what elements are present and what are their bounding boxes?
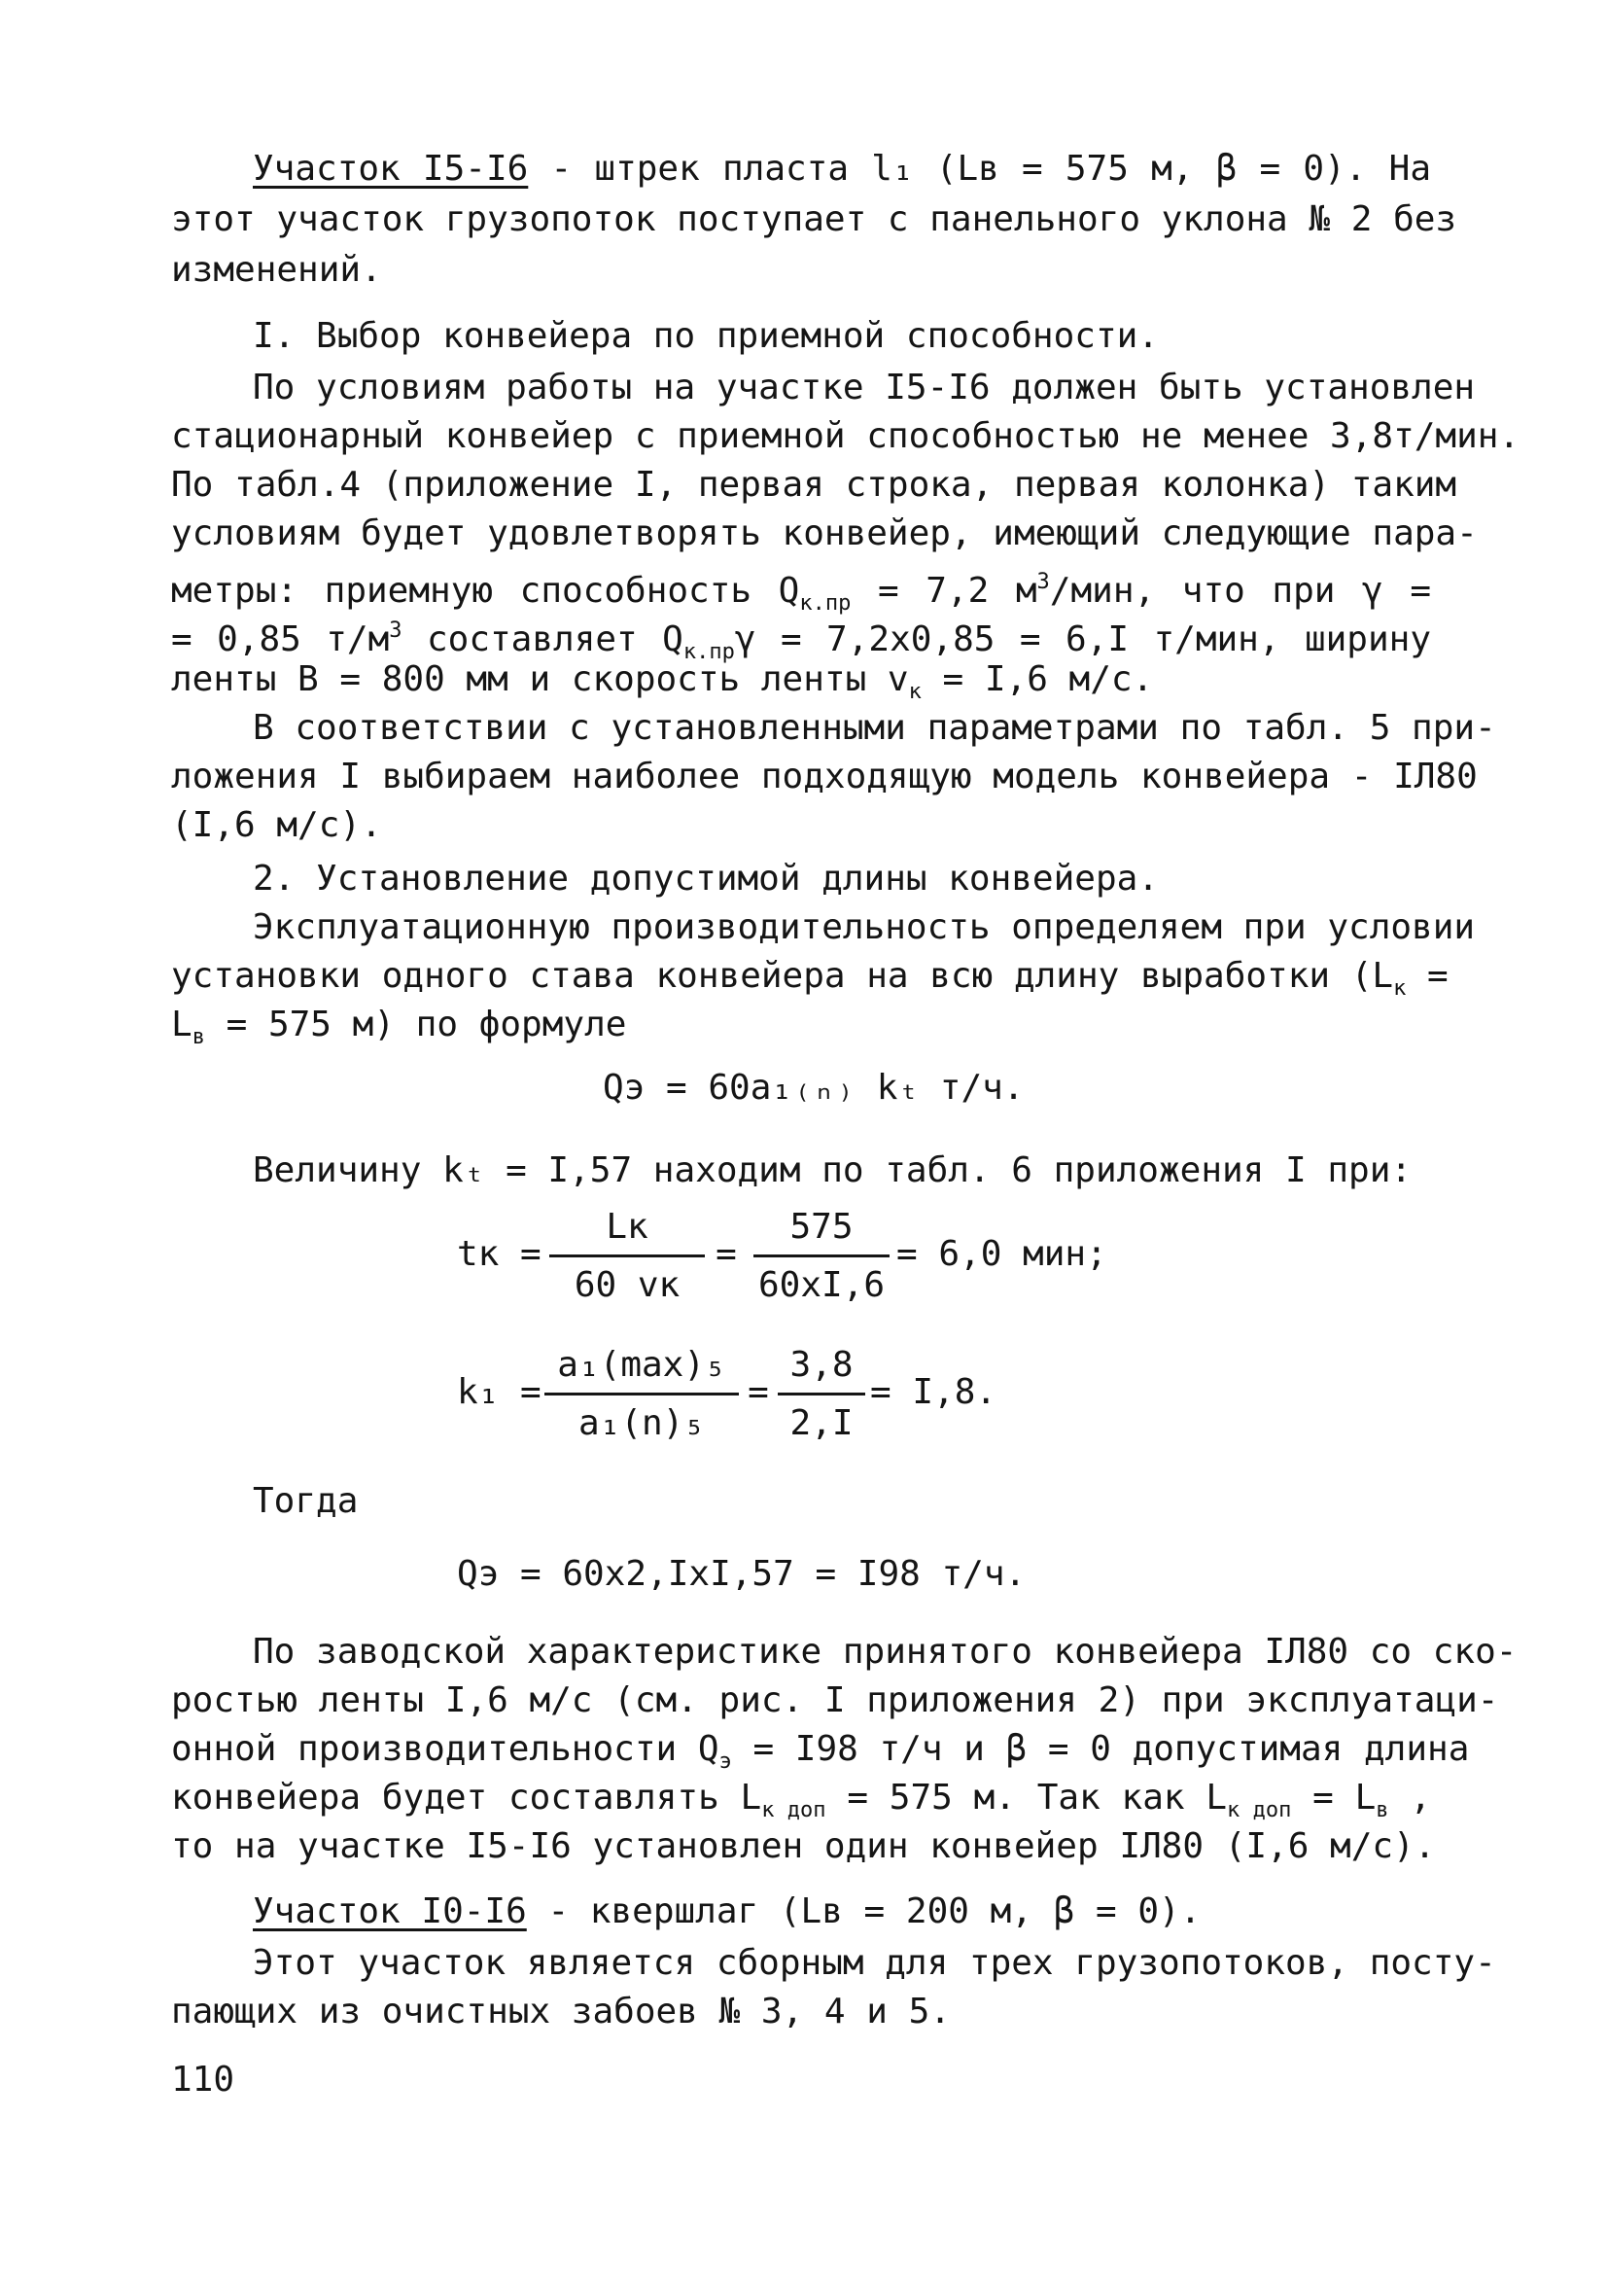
formula-k1-fraction-bar-1 — [544, 1393, 739, 1395]
step-1-heading: I. Выбор конвейера по приемной способности. — [253, 316, 1159, 356]
step-1-para-1-line-6: = 0,85 $т/м^3$ составляет $Q_{к.пр}\gamma = 7,2х0,85 = 6,I$ т/мин, ширину — [171, 618, 1432, 664]
formula-k1-fraction-bar-2 — [778, 1393, 865, 1395]
step-2-para-1-line-3: $L_в = 575$ м) по формуле — [171, 1005, 627, 1049]
step-1-para-1-line-1: По условиям работы на участке I5-I6 должен быть установлен — [253, 368, 1476, 407]
formula-tk-fraction-bar-1 — [549, 1254, 705, 1257]
step-2-heading: 2. Установление допустимой длины конвейера. — [253, 859, 1159, 899]
formula-q-e: Qэ = 60a₁₍ₙ₎ kₜ т/ч. — [603, 1068, 1025, 1108]
formula-tk-fraction-bar-2 — [753, 1254, 890, 1257]
formula-k1-denominator-2: 2,I — [789, 1403, 854, 1443]
step-1-para-1-line-4: условиям будет удовлетворять конвейер, имеющий следующие пара- — [171, 513, 1478, 553]
section-10-16-line-3: пающих из очистных забоев № 3, 4 и 5. — [171, 1992, 951, 2031]
step-1-para-1-line-7: ленты B = 800 мм и скорость ленты $v_к = I,6$ м/с. — [171, 659, 1154, 704]
step-2-para-2-line-1: По заводской характеристике принятого конвейера IЛ80 со ско- — [253, 1632, 1518, 1672]
step-1-para-1-line-3: По табл.4 (приложение I, первая строка, первая колонка) таким — [171, 465, 1457, 505]
step-2-para-1-line-1: Эксплуатационную производительность определяем при условии — [253, 907, 1476, 947]
step-2-para-1-line-2: установки одного става конвейера на всю длину выработки ($L_к$ = — [171, 956, 1449, 1001]
section-15-16-title: Участок I5-I6 — [253, 149, 529, 189]
formula-k1-denominator-1: a₁(n)₅ — [577, 1403, 706, 1443]
section-15-16-line-3: изменений. — [171, 250, 382, 290]
step-1-para-2-line-2: ложения I выбираем наиболее подходящую модель конвейера - IЛ80 — [171, 757, 1478, 796]
formula-k1-numerator-1: a₁(max)₅ — [557, 1345, 726, 1385]
section-15-16-line-2: этот участок грузопоток поступает с панельного уклона № 2 без — [171, 199, 1457, 239]
section-15-16-line-1: Участок I5-I6 - штрек пласта l₁ (Lв = 575 м, β = 0). На — [253, 149, 1431, 189]
formula-tk-lhs: tк = — [457, 1234, 541, 1274]
step-1-para-2-line-3: (I,6 м/с). — [171, 805, 382, 845]
step-2-para-2-line-2: ростью ленты I,6 м/с (см. рис. I приложения 2) при эксплуатаци- — [171, 1680, 1499, 1720]
step-2-para-2-line-4: конвейера будет составлять $L_{к доп} = 575$ м. Так как $L_{к доп} = L_в$ , — [171, 1778, 1431, 1822]
formula-tk-denominator-1: 60 vк — [574, 1265, 681, 1305]
page-number: 110 — [171, 2060, 235, 2100]
formula-tk-result: = 6,0 мин; — [896, 1234, 1107, 1274]
formula-tk-numerator-1: Lк — [606, 1207, 648, 1247]
formula-tk-numerator-2: 575 — [789, 1207, 854, 1247]
section-10-16-title: Участок I0-I6 — [253, 1891, 527, 1931]
then-label: Тогда — [253, 1481, 359, 1521]
formula-k1-numerator-2: 3,8 — [789, 1345, 854, 1385]
formula-k1-result: = I,8. — [870, 1372, 997, 1412]
section-10-16-line-2: Этот участок является сборным для трех грузопотоков, посту- — [253, 1943, 1496, 1983]
section-10-16-line-1: Участок I0-I6 - квершлаг (Lв = 200 м, β = 0). — [253, 1891, 1202, 1931]
kt-line: Величину kₜ = I,57 находим по табл. 6 приложения I при: — [253, 1150, 1413, 1190]
formula-tk-denominator-2: 60хI,6 — [757, 1265, 886, 1305]
step-2-para-2-line-5: то на участке I5-I6 установлен один конвейер IЛ80 (I,6 м/с). — [171, 1826, 1436, 1866]
step-2-para-2-line-3: онной производительности $Q_э = I98$ т/ч и β = 0 допустимая длина — [171, 1729, 1470, 1774]
step-1-para-1-line-5: метры: приемную способность $Q_{к.пр} = 7,2$ $м^3$/мин, что при γ = — [171, 570, 1431, 616]
step-1-para-1-line-2: стационарный конвейер с приемной способностью не менее 3,8т/мин. — [171, 416, 1520, 456]
formula-tk-equals: = — [716, 1234, 737, 1274]
formula-k1-lhs: k₁ = — [457, 1372, 541, 1412]
formula-k1-equals: = — [748, 1372, 769, 1412]
step-1-para-2-line-1: В соответствии с установленными параметрами по табл. 5 при- — [253, 708, 1496, 748]
formula-q-calc: Qэ = 60х2,IхI,57 = I98 т/ч. — [457, 1554, 1027, 1594]
